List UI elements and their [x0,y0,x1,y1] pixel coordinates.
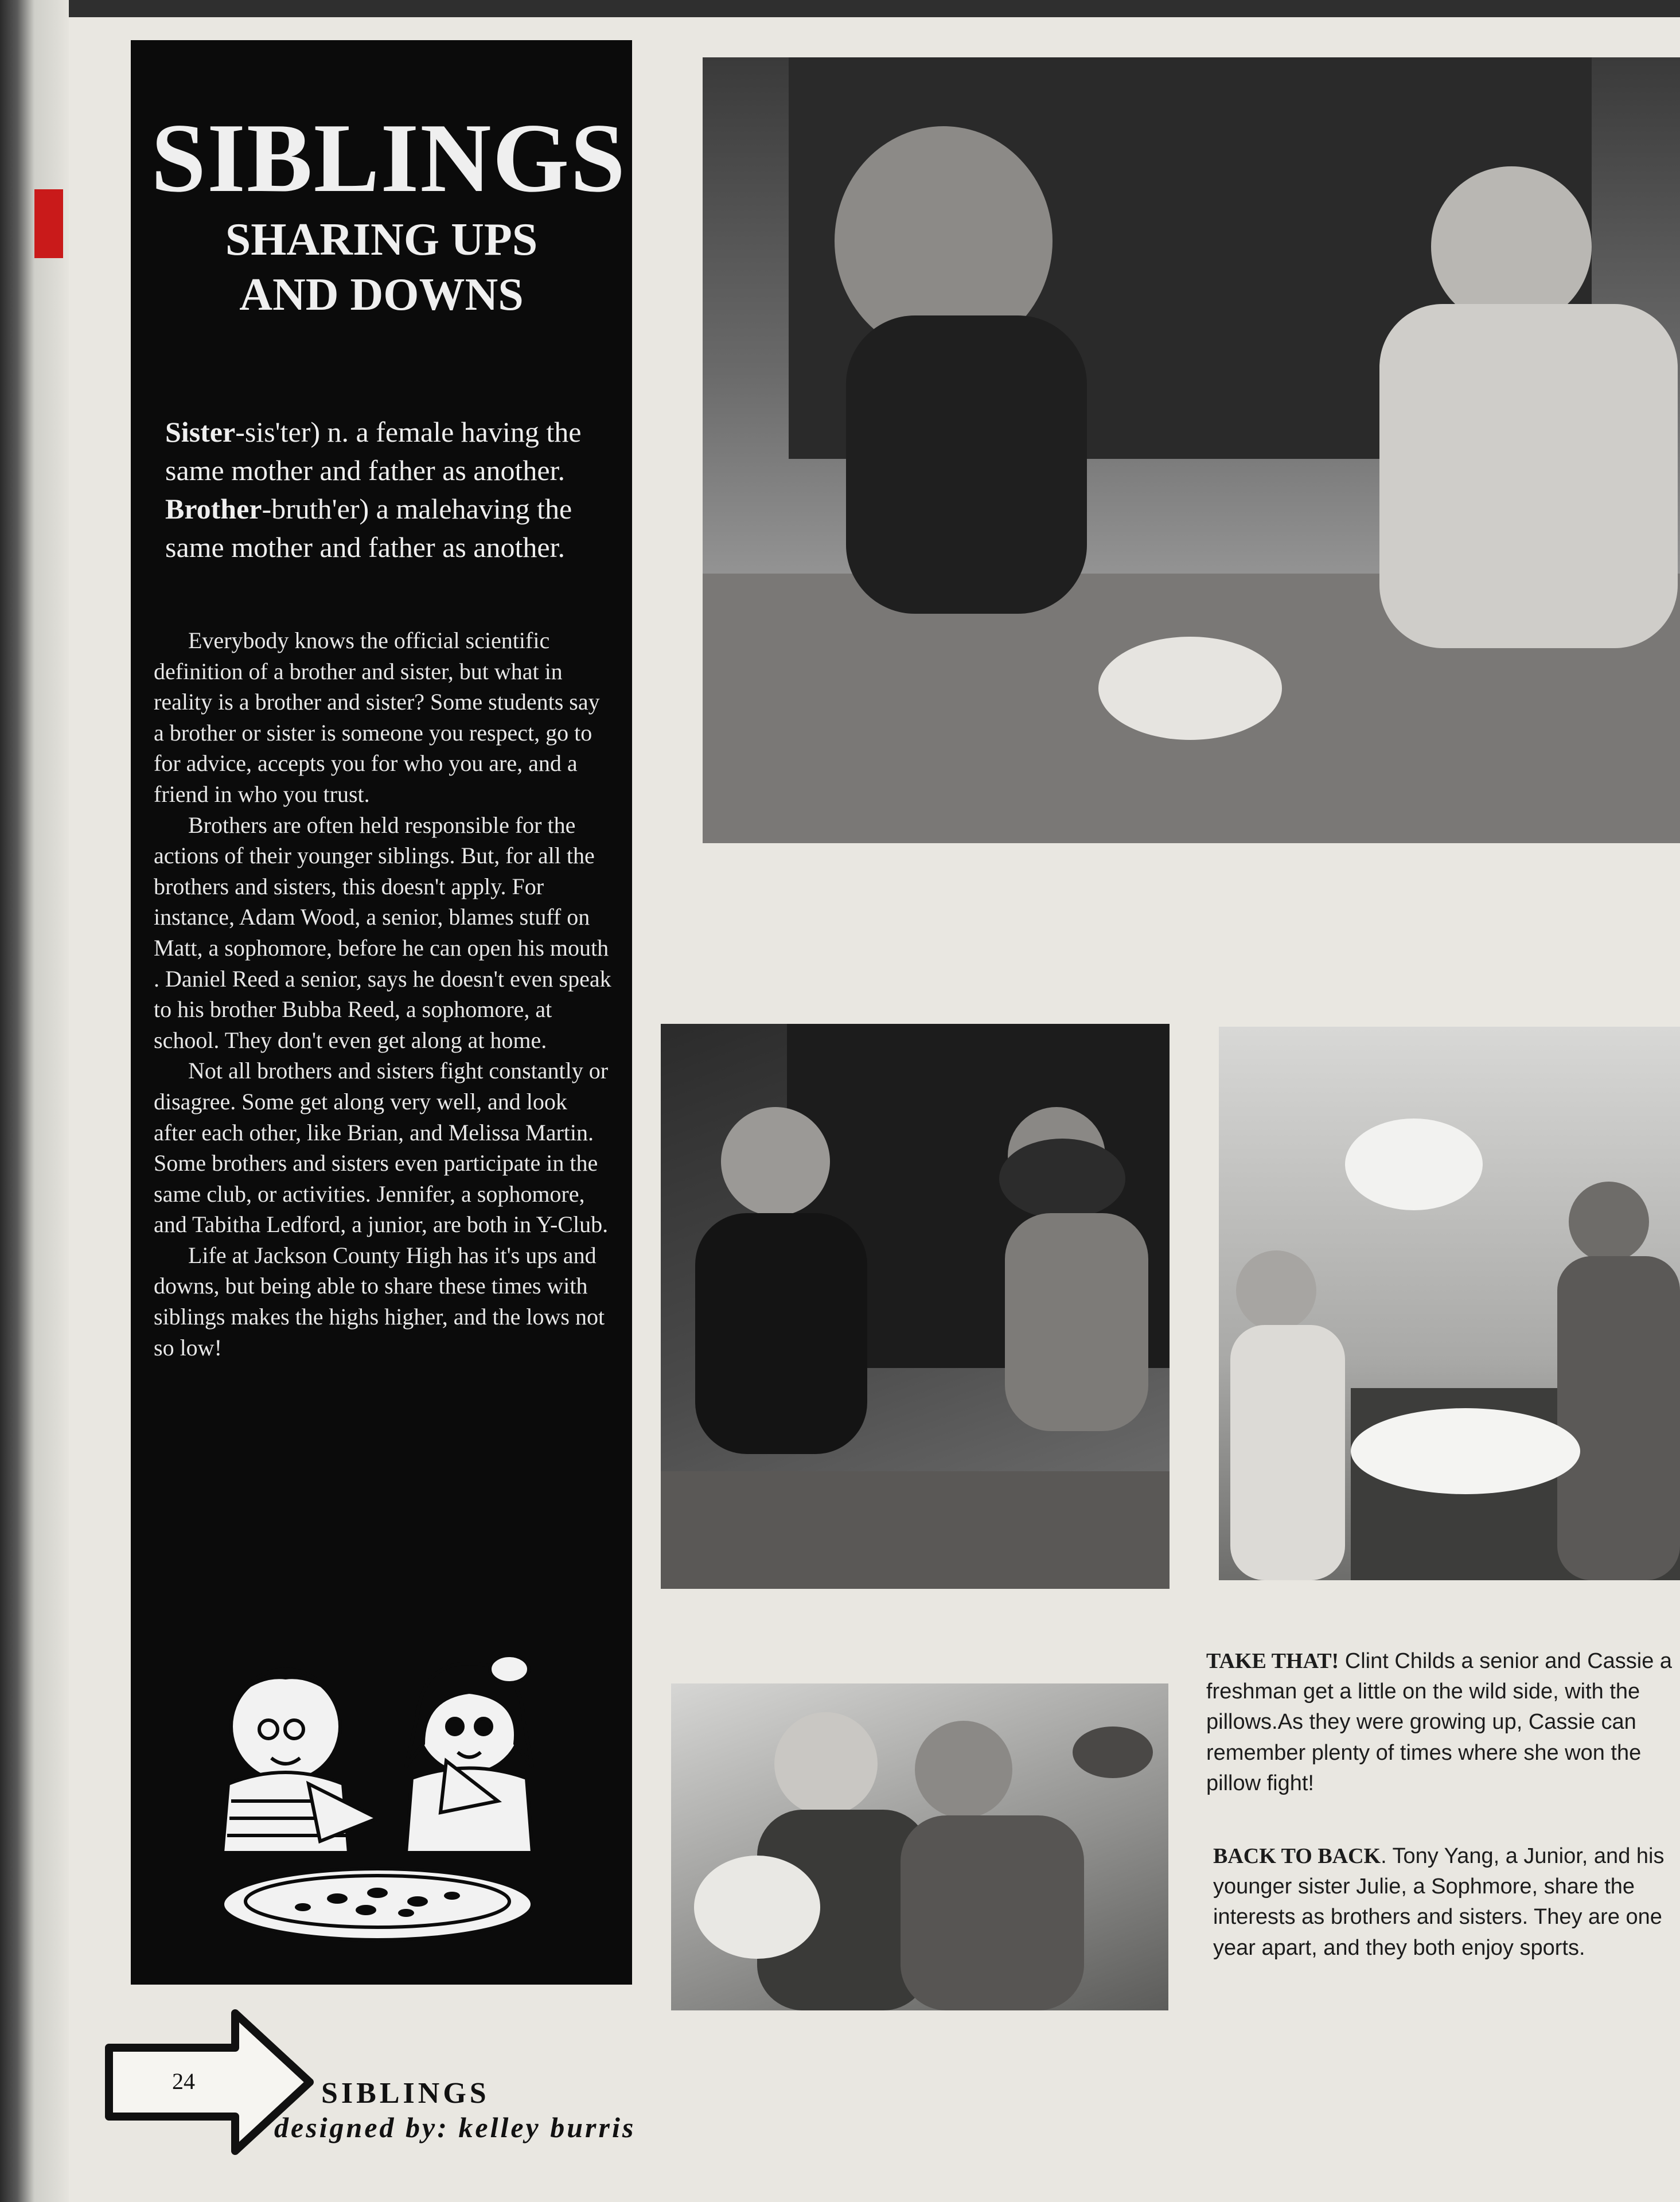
body-paragraph-4: Life at Jackson County High has it's ups and downs, but being able to share these times with siblings makes the highs higher, and the lows not so low! [154,1242,605,1361]
photo-siblings-on-rug-illustration [703,57,1680,843]
caption-take-that-text: Clint Childs a senior and Cassie a freshman get a little on the wild side, with the pillows.As they were growing up, Cassie can remember plenty of times where she won the pillow fight! [1206,1649,1673,1795]
caption-back-to-back-text: . Tony Yang, a Junior, and his younger sister Julie, a Sophmore, share the interests as brothers and sisters. They are one year apart, and they both enjoy sports. [1213,1844,1665,1960]
caption-back-to-back [1213,1841,1680,1963]
definitions [165,413,613,567]
photo-siblings-with-football [661,1024,1170,1589]
photo-pillow-fight-illustration [1219,1027,1680,1580]
article-panel [131,40,632,1985]
caption-take-that-lead: TAKE THAT! [1206,1649,1339,1673]
kids-pizza-cartoon-icon [177,1612,578,1956]
caption-take-that [1206,1646,1680,1799]
photo-siblings-with-football-illustration [661,1024,1170,1589]
sister-definition [165,413,613,490]
body-paragraph-1: Everybody knows the official scientific definition of a brother and sister, but what in reality is a brother and sister? Some students say a brother or sister is someone you respect, go to for advice, accepts you for who you are, and a friend in who you trust. [154,628,600,807]
red-page-mark [34,189,63,258]
footer-section-title: SIBLINGS [321,2077,490,2110]
brother-text: -bruth'er) a malehaving the same mother and father as another. [165,493,572,563]
brother-term: Brother [165,493,262,525]
photo-back-to-back [671,1683,1168,2010]
page-title: SIBLINGS [151,104,626,213]
footer-designer-credit: designed by: kelley burris [274,2111,636,2143]
page-number: 24 [172,2068,195,2094]
page-subtitle [131,212,632,322]
caption-back-to-back-lead: BACK TO BACK [1213,1844,1381,1868]
photo-back-to-back-illustration [671,1683,1168,2010]
body-paragraph-2: Brothers are often held responsible for the actions of their younger siblings. But, for all the brothers and sisters, this doesn't apply. For instance, Adam Wood, a senior, blames stuff on Matt, a sophomore, before he can open his mouth . Daniel Reed a senior, says he doesn't even speak to his brother Bubba Reed, a sophomore, at school. They don't even get along at home. [154,812,611,1053]
brother-definition [165,490,613,567]
body-paragraph-3: Not all brothers and sisters fight constantly or disagree. Some get along very well, and look after each other, like Brian, and Melissa Martin. Some brothers and sisters even participate in the same club, or activities. Jennifer, a sophomore, and Tabitha Ledford, a junior, are both in Y-Club. [154,1058,609,1238]
subtitle-line-1: SHARING UPS [225,215,538,265]
sister-term: Sister [165,416,236,448]
article-body [154,625,613,1363]
sister-text: -sis'ter) n. a female having the same mother and father as another. [165,416,582,486]
scan-top-edge [0,0,1680,17]
subtitle-line-2: AND DOWNS [239,270,524,320]
photo-siblings-on-rug [703,57,1680,843]
photo-pillow-fight [1219,1027,1680,1580]
binding-edge [0,0,69,2202]
